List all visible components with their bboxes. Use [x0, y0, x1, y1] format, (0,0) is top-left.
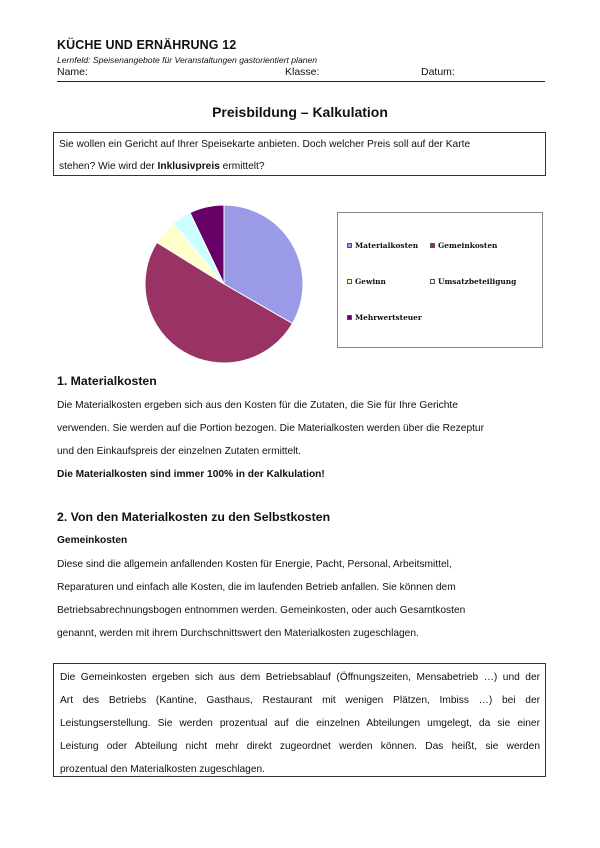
pie-chart: [140, 200, 320, 370]
inklusivpreis-term: Inklusivpreis: [157, 161, 220, 172]
info-box-line: prozentual den Materialkosten zugeschlagen.: [60, 764, 266, 775]
intro-line-1: Sie wollen ein Gericht auf Ihrer Speisekarte anbieten. Doch welcher Preis soll auf der Karte: [59, 139, 471, 150]
datum-label: Datum:: [421, 66, 455, 78]
section-1-line: verwenden. Sie werden auf die Portion bezogen. Die Materialkosten werden über die Rezeptur: [57, 423, 484, 434]
legend-item-materialkosten: [347, 241, 418, 250]
klasse-label: Klasse:: [285, 66, 320, 78]
info-box-line: Leistung oder Abteilung nicht mehr direkt zugeordnet werden können. Das heißt, sie werden: [60, 741, 540, 752]
legend-label-gemeinkosten: Gemeinkosten: [438, 241, 498, 250]
section-2-line: Reparaturen und einfach alle Kosten, die im laufenden Betrieb anfallen. Sie können dem: [57, 582, 456, 593]
section-2-heading: 2. Von den Materialkosten zu den Selbstkosten: [57, 510, 331, 524]
section-1-heading: 1. Materialkosten: [57, 374, 157, 388]
section-2-line: Betriebsabrechnungsbogen entnommen werden. Gemeinkosten, oder auch Gesamtkosten: [57, 605, 466, 616]
learning-field-subtitle: Lernfeld: Speisenangebote für Veranstaltungen gastorientiert planen: [57, 55, 318, 65]
legend-swatch-materialkosten: [347, 243, 352, 248]
section-2-line: Diese sind die allgemein anfallenden Kosten für Energie, Pacht, Personal, Arbeitsmittel,: [57, 559, 452, 570]
section-1-bold-statement: Die Materialkosten sind immer 100% in der Kalkulation!: [57, 469, 325, 480]
intro-line-2-post: ermittelt?: [219, 161, 265, 172]
legend-label-umsatzbeteiligung: Umsatzbeteiligung: [438, 277, 517, 286]
legend-swatch-mehrwertsteuer: [347, 315, 352, 320]
gemeinkosten-info-box: [53, 663, 546, 777]
legend-swatch-umsatzbeteiligung: [430, 279, 435, 284]
legend-label-gewinn: Gewinn: [355, 277, 386, 286]
section-1-line: und den Einkaufspreis der einzelnen Zutaten ermittelt.: [57, 446, 302, 457]
legend-item-gewinn: [347, 277, 386, 286]
student-info-line: [57, 66, 545, 82]
legend-item-mehrwertsteuer: [347, 313, 422, 322]
legend-label-materialkosten: Materialkosten: [355, 241, 419, 250]
pie-chart-svg: [140, 200, 320, 370]
legend-item-umsatzbeteiligung: [430, 277, 516, 286]
info-box-line: Die Gemeinkosten ergeben sich aus dem Betriebsablauf (Öffnungszeiten, Mensabetrieb …) und der: [60, 672, 540, 683]
info-box-line: Leistungserstellung. Sie werden prozentual auf die einzelnen Abteilungen umgelegt, da sie einer: [60, 718, 540, 729]
legend-label-mehrwertsteuer: Mehrwertsteuer: [355, 313, 422, 322]
name-label: Name:: [57, 66, 88, 78]
subject-title: KÜCHE UND ERNÄHRUNG 12: [57, 38, 237, 52]
legend-item-gemeinkosten: [430, 241, 497, 250]
legend-swatch-gewinn: [347, 279, 352, 284]
section-2-line: genannt, werden mit ihrem Durchschnittswert den Materialkosten zugeschlagen.: [57, 628, 419, 639]
document-title: Preisbildung – Kalkulation: [212, 104, 388, 120]
section-1-text: [57, 394, 547, 486]
legend-swatch-gemeinkosten: [430, 243, 435, 248]
intro-line-2-pre: stehen? Wie wird der: [59, 161, 158, 172]
chart-legend: [337, 212, 543, 348]
intro-box: [53, 132, 546, 176]
info-box-line: Art des Betriebs (Kantine, Gasthaus, Restaurant mit wenigen Plätzen, Imbiss …) bei der: [60, 695, 540, 706]
section-1-line: Die Materialkosten ergeben sich aus den Kosten für die Zutaten, die Sie für Ihre Gerichte: [57, 400, 458, 411]
gemeinkosten-subheading: Gemeinkosten: [57, 535, 128, 546]
section-2-text: [57, 553, 547, 645]
